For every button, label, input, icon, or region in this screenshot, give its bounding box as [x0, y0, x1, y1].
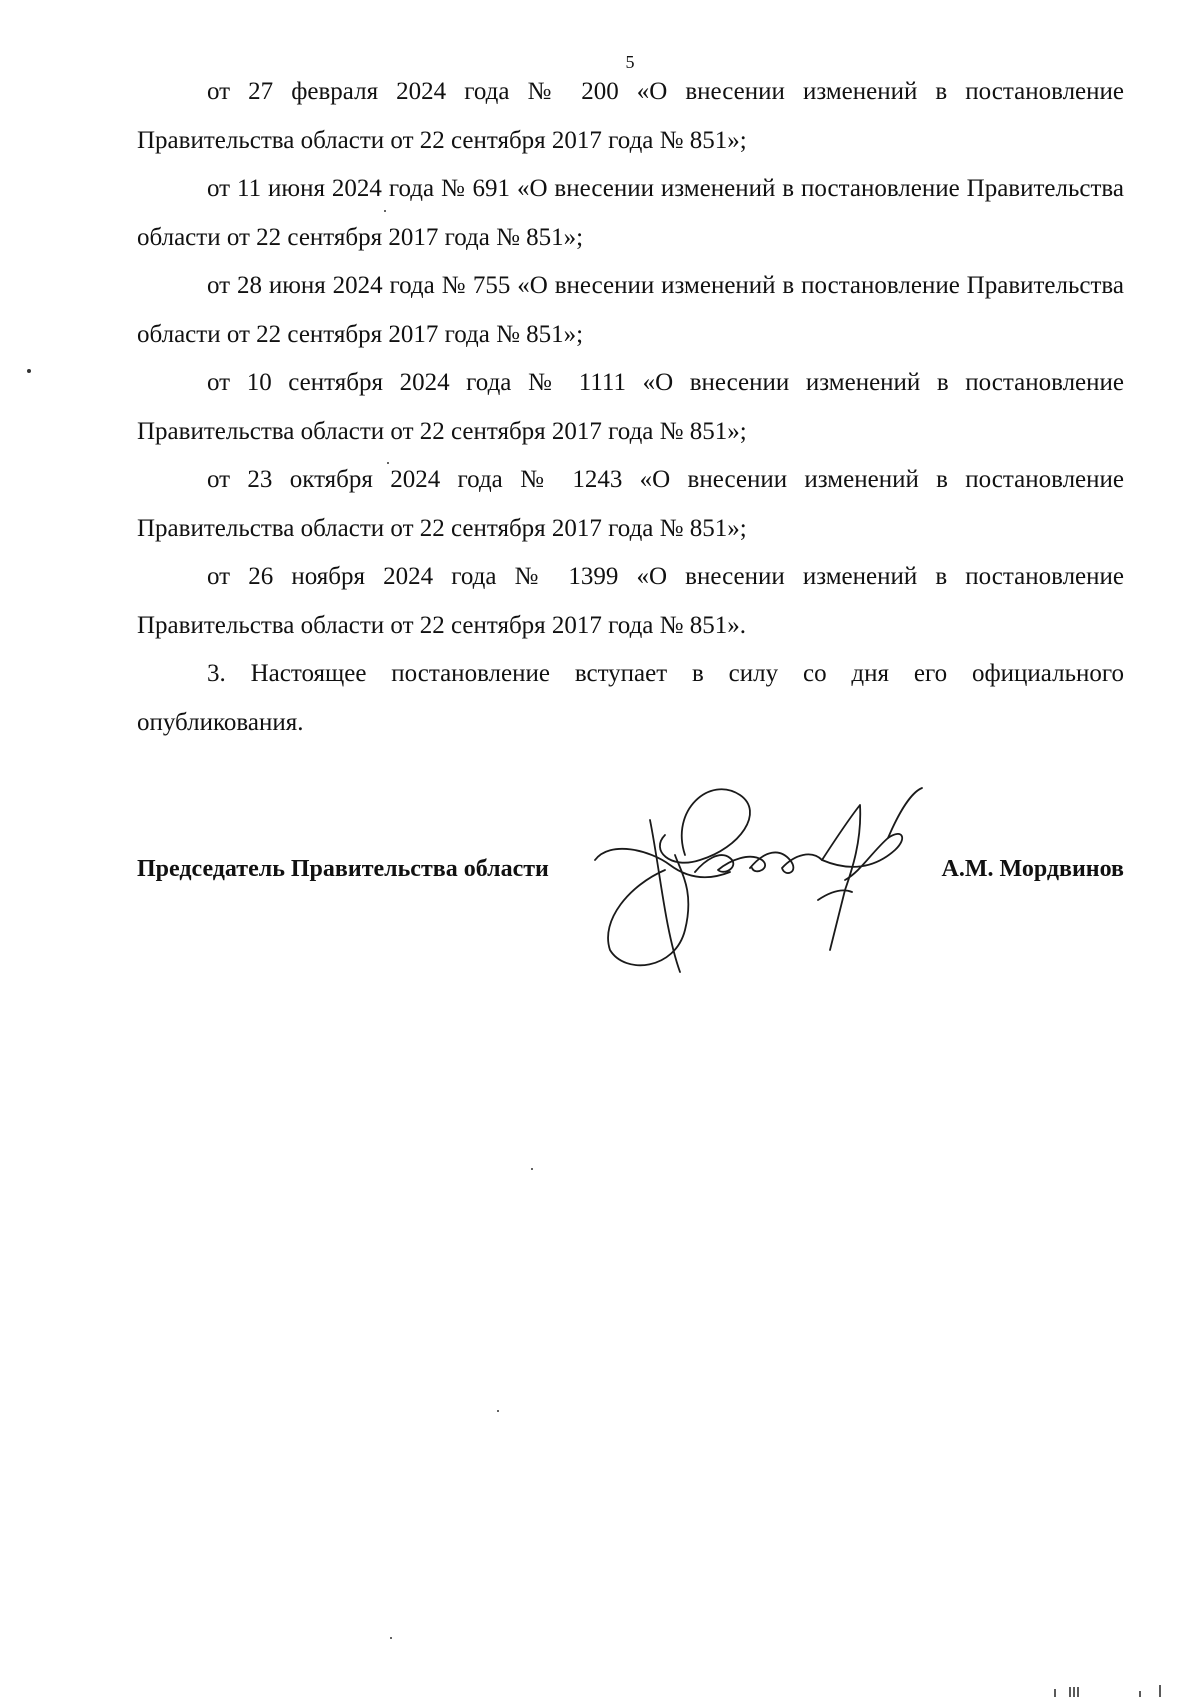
- scan-speck: [384, 210, 386, 212]
- signatory-title: Председатель Правительства области: [137, 856, 549, 882]
- scan-edge-marks: [1020, 1685, 1170, 1697]
- paragraph-amendment-5: от 23 октября 2024 года № 1243 «О внесении изменений в постановление Правительства области от 22 сентября 2017 года № 851»;: [137, 466, 1124, 542]
- scan-speck: [497, 1410, 499, 1412]
- paragraph-amendment-2: от 11 июня 2024 года № 691 «О внесении изменений в постановление Правительства области от 22 сентября 2017 года № 851»;: [137, 175, 1124, 251]
- signatory-name: А.М. Мордвинов: [941, 856, 1124, 882]
- paragraph-effective-date: 3. Настоящее постановление вступает в силу со дня его официального опубликования.: [137, 660, 1124, 736]
- scan-speck: [27, 369, 31, 373]
- paragraph-amendment-3: от 28 июня 2024 года № 755 «О внесении изменений в постановление Правительства области от 22 сентября 2017 года № 851»;: [137, 272, 1124, 348]
- scan-speck: [387, 462, 389, 464]
- document-body: [137, 68, 1124, 747]
- page-number: 5: [625, 52, 635, 72]
- scan-speck: [390, 1637, 392, 1639]
- scan-speck: [531, 1168, 533, 1170]
- paragraph-amendment-1: от 27 февраля 2024 года № 200 «О внесении изменений в постановление Правительства области от 22 сентября 2017 года № 851»;: [137, 78, 1124, 154]
- paragraph-amendment-4: от 10 сентября 2024 года № 1111 «О внесении изменений в постановление Правительства области от 22 сентября 2017 года № 851»;: [137, 369, 1124, 445]
- paragraph-amendment-6: от 26 ноября 2024 года № 1399 «О внесении изменений в постановление Правительства области от 22 сентября 2017 года № 851».: [137, 563, 1124, 639]
- handwritten-signature-icon: [590, 780, 950, 980]
